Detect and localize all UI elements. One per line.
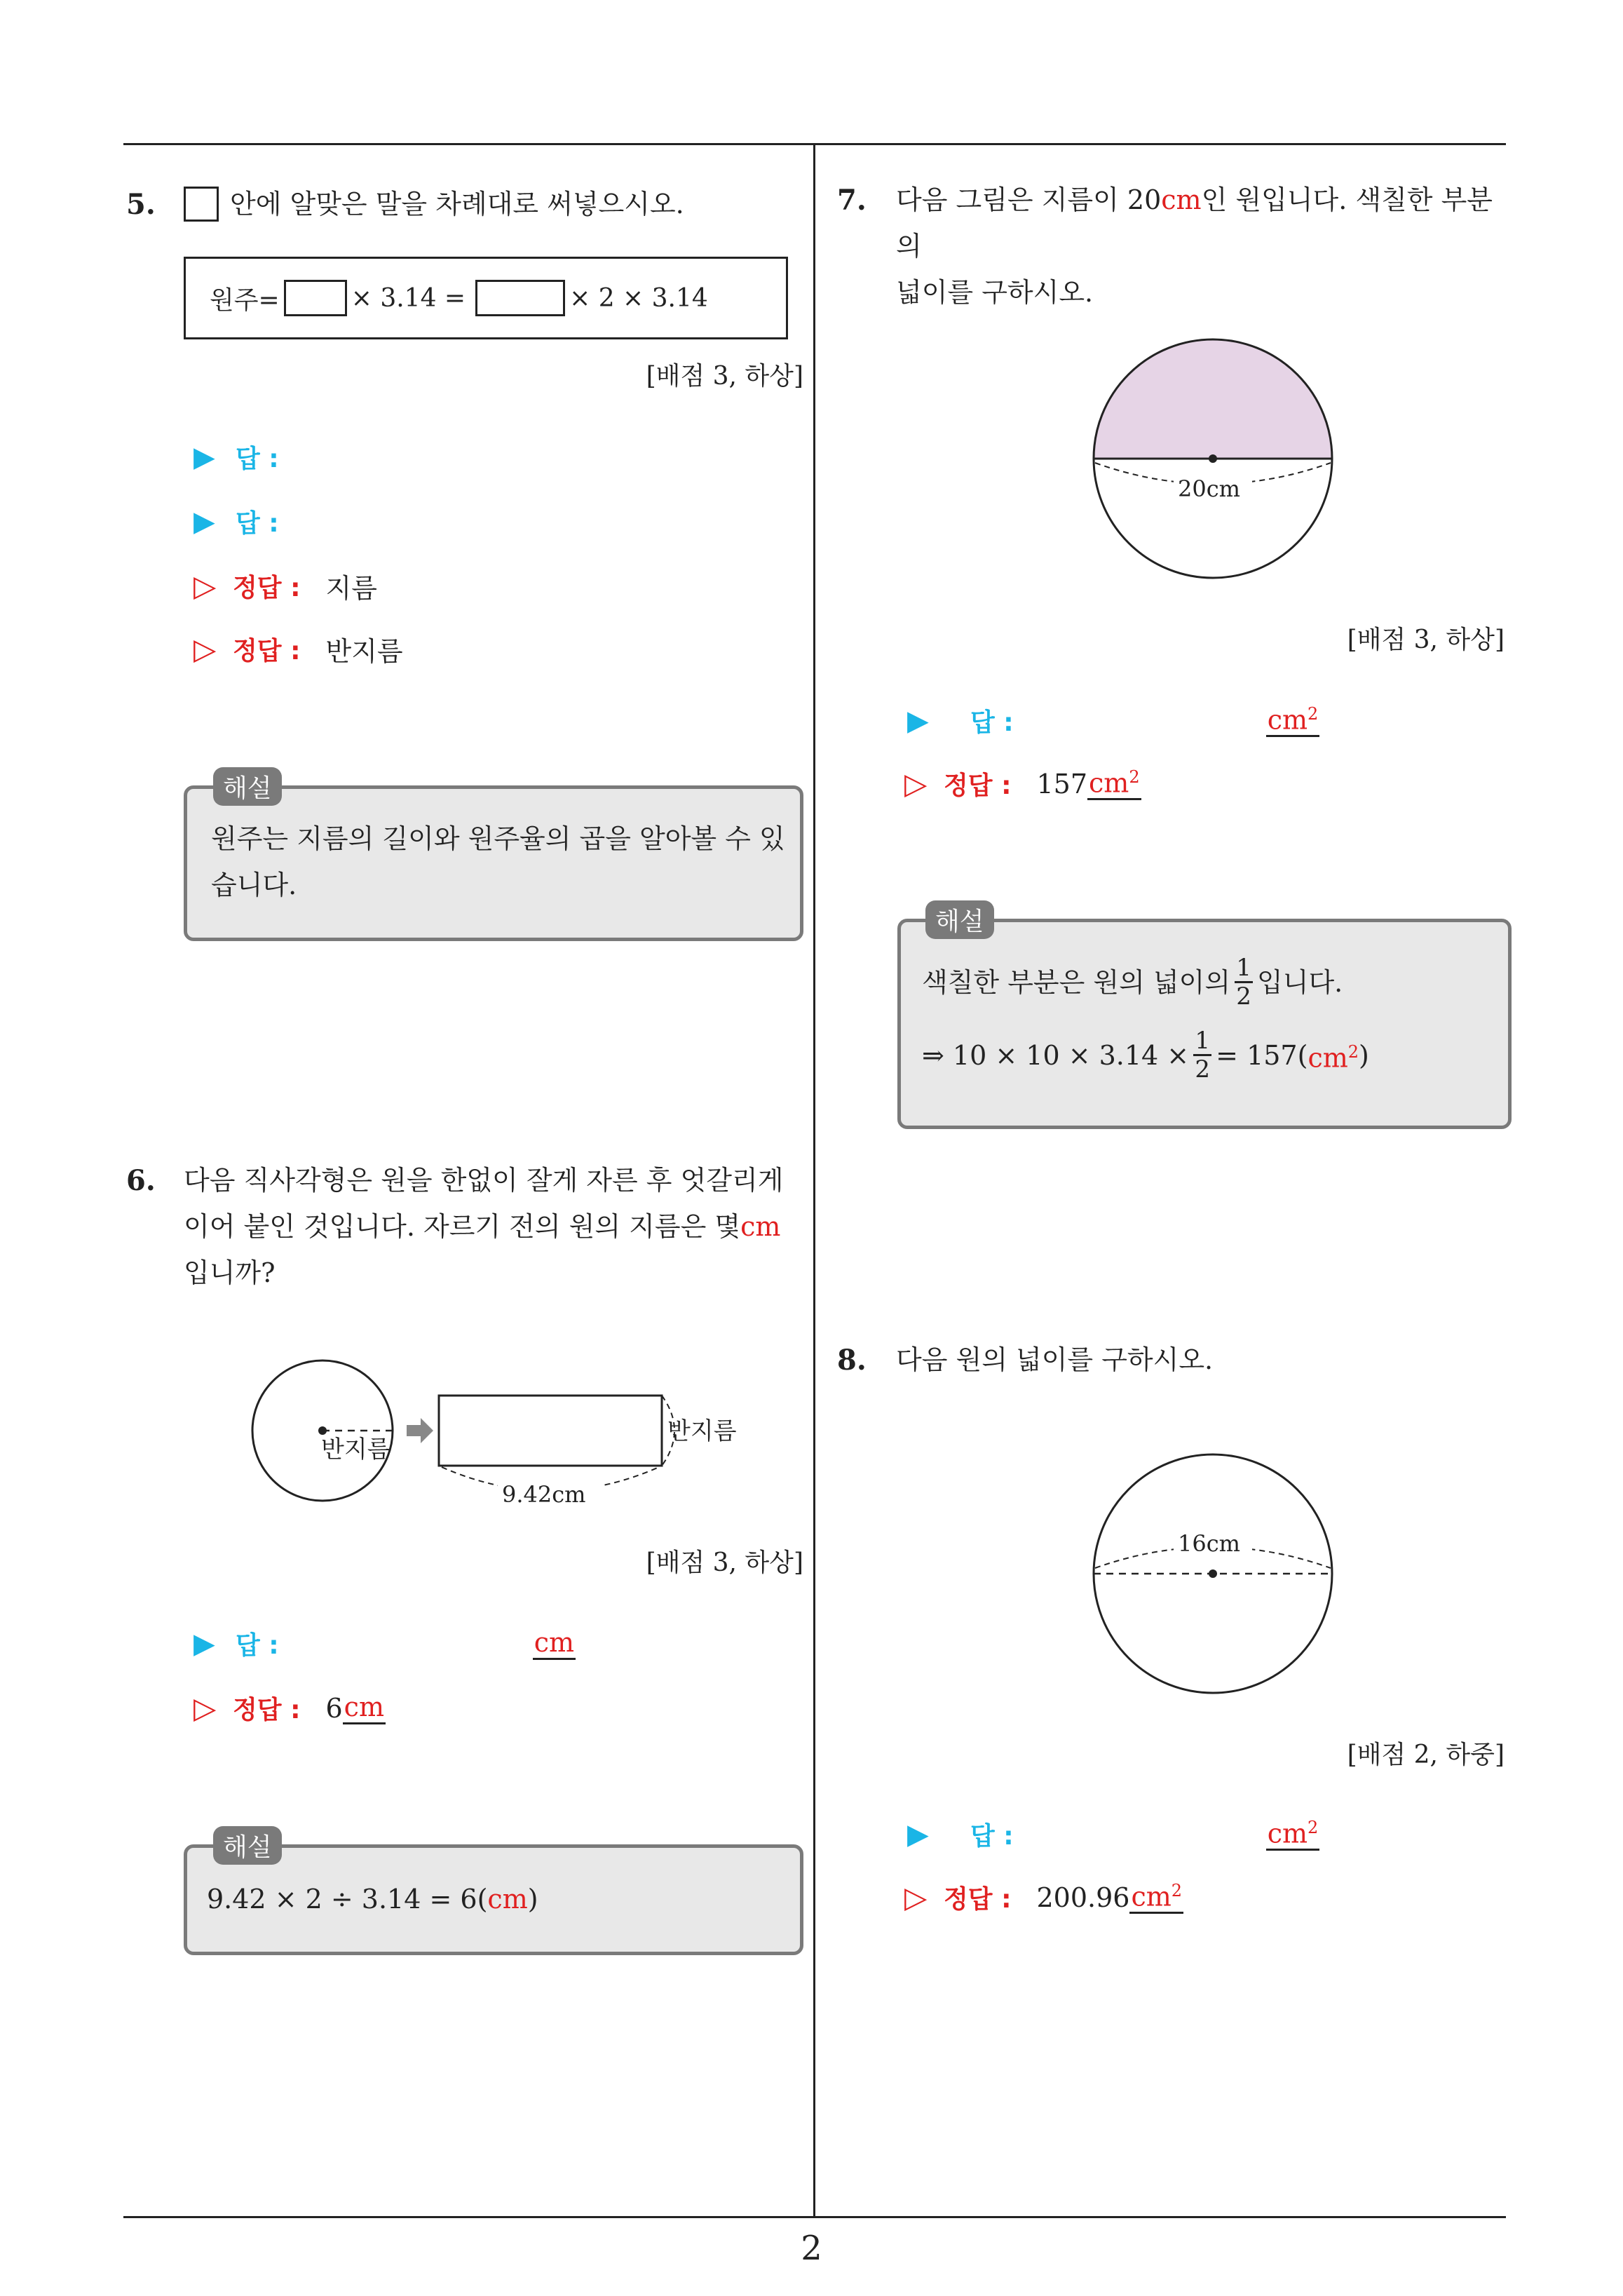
q7-answer-unit-sup: 2: [1308, 703, 1319, 724]
q7-score: [배점 3, 하상]: [1347, 626, 1505, 654]
q7-answer: [907, 703, 1319, 738]
q7-fraction-2: [1193, 1027, 1211, 1083]
q7-fraction-2-den: 2: [1195, 1055, 1210, 1083]
q8-correct: [904, 1879, 1183, 1915]
q8-correct-unit-sup: 2: [1171, 1880, 1183, 1900]
column-divider: [813, 143, 815, 2217]
q7-shaded-semicircle: [1094, 339, 1332, 459]
correct-label: 정답 :: [233, 1696, 301, 1724]
q6-explanation-b: ): [527, 1884, 538, 1915]
bottom-rule: [123, 2216, 1506, 2218]
q8-answer-unit-text: cm: [1267, 1818, 1308, 1849]
correct-label: 정답 :: [233, 574, 301, 602]
q5-answer-2: [193, 504, 279, 539]
q8-correct-unit: [1129, 1881, 1183, 1915]
correct-arrow-icon: ▷: [904, 1880, 928, 1915]
q6-explanation-text: [207, 1876, 538, 1922]
q6-score: [배점 3, 하상]: [646, 1548, 803, 1577]
answer-arrow-icon: ▶: [907, 1818, 929, 1851]
q6-figure: [238, 1346, 743, 1515]
q5-explanation-tag: 해설: [213, 767, 282, 806]
q7-fraction-1-den: 2: [1236, 982, 1251, 1011]
q8-answer-unit-sup: 2: [1308, 1817, 1319, 1837]
q7-question-line-1b: 인 원입니다. 색칠한 부분의: [896, 184, 1493, 262]
page-number: 2: [801, 2229, 822, 2268]
q8-answer-unit[interactable]: [1266, 1818, 1320, 1851]
q6-question-line-2a: 이어 붙인 것입니다. 자르기 전의 원의 지름은 몇: [184, 1211, 741, 1242]
q8-correct-unit-text: cm: [1131, 1881, 1172, 1912]
q7-explanation-line-2: [922, 1027, 1369, 1083]
q7-fraction-1: [1235, 954, 1253, 1010]
q7-circle-center: [1209, 454, 1217, 463]
q8-question: 다음 원의 넓이를 구하시오.: [896, 1344, 1214, 1375]
q7-explanation-1a: 색칠한 부분은 원의 넓이의: [922, 966, 1231, 998]
q6-number: 6.: [126, 1164, 156, 1197]
q5-formula-box: [184, 257, 788, 339]
q7-figure: [1073, 330, 1353, 589]
q5-score: [배점 3, 하상]: [646, 362, 803, 391]
q8-diameter-label: 16cm: [1178, 1530, 1240, 1557]
q5-formula-blank-1[interactable]: [284, 280, 347, 316]
q6-radius-label-circle: 반지름: [321, 1436, 391, 1464]
q6-explanation-tag: 해설: [213, 1826, 282, 1865]
answer-label: 답 :: [236, 445, 279, 473]
q6-length-label: 9.42cm: [502, 1481, 586, 1508]
q5-correct-1: [193, 567, 377, 605]
q7-explanation-2b: = 157(: [1216, 1039, 1308, 1071]
q7-diameter-label: 20cm: [1178, 475, 1240, 502]
q5-formula-mid: × 3.14 =: [351, 283, 466, 313]
q6-correct-value: 6: [325, 1692, 343, 1724]
q7-explanation-line-1: [922, 954, 1343, 1010]
answer-label: 답 :: [970, 1822, 1014, 1851]
answer-arrow-icon: ▶: [193, 1627, 215, 1660]
q5-formula-end: × 2 × 3.14: [569, 283, 708, 313]
answer-label: 답 :: [236, 1631, 279, 1660]
q7-explanation-2c: ): [1359, 1039, 1369, 1071]
q7-correct-unit-text: cm: [1089, 767, 1129, 799]
q5-question-text: 안에 알맞은 말을 차례대로 써넣으시오.: [230, 189, 684, 220]
q7-explanation-box: [897, 919, 1512, 1129]
q8-circle-center: [1209, 1569, 1217, 1578]
q7-explanation-unit: [1308, 1029, 1359, 1081]
q6-explanation-unit: cm: [487, 1884, 528, 1915]
q7-explanation-1b: 입니다.: [1257, 966, 1343, 998]
q7-number: 7.: [837, 184, 867, 217]
q6-correct-unit: cm: [343, 1691, 386, 1724]
q8-score: [배점 2, 하중]: [1347, 1741, 1505, 1769]
q5-number: 5.: [126, 188, 156, 221]
q8-correct-value: 200.96: [1036, 1882, 1130, 1913]
q7-question-unit: cm: [1161, 184, 1202, 215]
q6-radius-label-rect: 반지름: [667, 1417, 737, 1445]
q5-correct-value-1: 지름: [325, 573, 377, 604]
q5-formula-blank-2[interactable]: [475, 280, 565, 316]
q6-rectangle: [439, 1396, 662, 1466]
q7-explanation-2a: ⇒ 10 × 10 × 3.14 ×: [922, 1039, 1190, 1071]
q8-number: 8.: [837, 1344, 867, 1377]
q6-question: [184, 1157, 808, 1296]
q6-question-line-1: 다음 직사각형은 원을 한없이 잘게 자른 후 엇갈리게: [184, 1165, 784, 1196]
q5-formula-prefix: 원주=: [210, 285, 280, 315]
q7-correct-unit-sup: 2: [1129, 767, 1140, 787]
correct-arrow-icon: ▷: [904, 767, 928, 801]
q6-question-line-3: 입니까?: [184, 1257, 276, 1288]
q7-explanation-unit-sup: 2: [1347, 1042, 1359, 1062]
q5-correct-2: [193, 630, 403, 668]
q5-correct-value-2: 반지름: [325, 636, 403, 667]
q6-question-unit: cm: [740, 1211, 781, 1242]
answer-arrow-icon: ▶: [907, 704, 929, 737]
q7-explanation-unit-text: cm: [1308, 1042, 1348, 1074]
correct-label: 정답 :: [944, 1885, 1012, 1914]
q7-question-line-1a: 다음 그림은 지름이 20: [896, 184, 1162, 215]
q8-answer: [907, 1816, 1319, 1852]
q6-question-line-2: [184, 1203, 808, 1250]
q7-fraction-2-num: 1: [1195, 1027, 1210, 1055]
q7-correct-value: 157: [1036, 768, 1088, 799]
q6-answer-unit[interactable]: cm: [533, 1627, 576, 1660]
q5-explanation-text: 원주는 지름의 길이와 원주율의 곱을 알아볼 수 있습니다.: [211, 823, 785, 900]
q7-correct-unit: [1087, 767, 1141, 801]
correct-arrow-icon: ▷: [193, 569, 217, 603]
q8-figure: [1073, 1445, 1353, 1704]
q7-question: [896, 177, 1513, 316]
correct-label: 정답 :: [944, 771, 1012, 800]
answer-arrow-icon: ▶: [193, 505, 215, 538]
q7-explanation-tag: 해설: [925, 900, 994, 939]
q7-answer-unit-text: cm: [1267, 704, 1308, 736]
q5-blank-icon: [184, 187, 219, 222]
q6-arrow-icon: [407, 1418, 433, 1443]
q7-correct: [904, 766, 1141, 802]
answer-label: 답 :: [236, 509, 279, 538]
q6-answer: [193, 1626, 576, 1661]
q6-explanation-a: 9.42 × 2 ÷ 3.14 = 6(: [207, 1884, 488, 1915]
correct-arrow-icon: ▷: [193, 632, 217, 666]
q6-correct: [193, 1690, 386, 1726]
q7-question-line-1: [896, 177, 1513, 269]
q7-fraction-1-num: 1: [1236, 954, 1251, 982]
q5-explanation-box: [184, 785, 803, 941]
answer-label: 답 :: [970, 708, 1014, 737]
q7-question-line-2: 넓이를 구하시오.: [896, 277, 1094, 308]
correct-label: 정답 :: [233, 637, 301, 666]
answer-arrow-icon: ▶: [193, 440, 215, 473]
correct-arrow-icon: ▷: [193, 1691, 217, 1725]
q5-question: [184, 181, 684, 227]
q5-answer-1: [193, 439, 279, 475]
q7-answer-unit[interactable]: [1266, 704, 1320, 738]
